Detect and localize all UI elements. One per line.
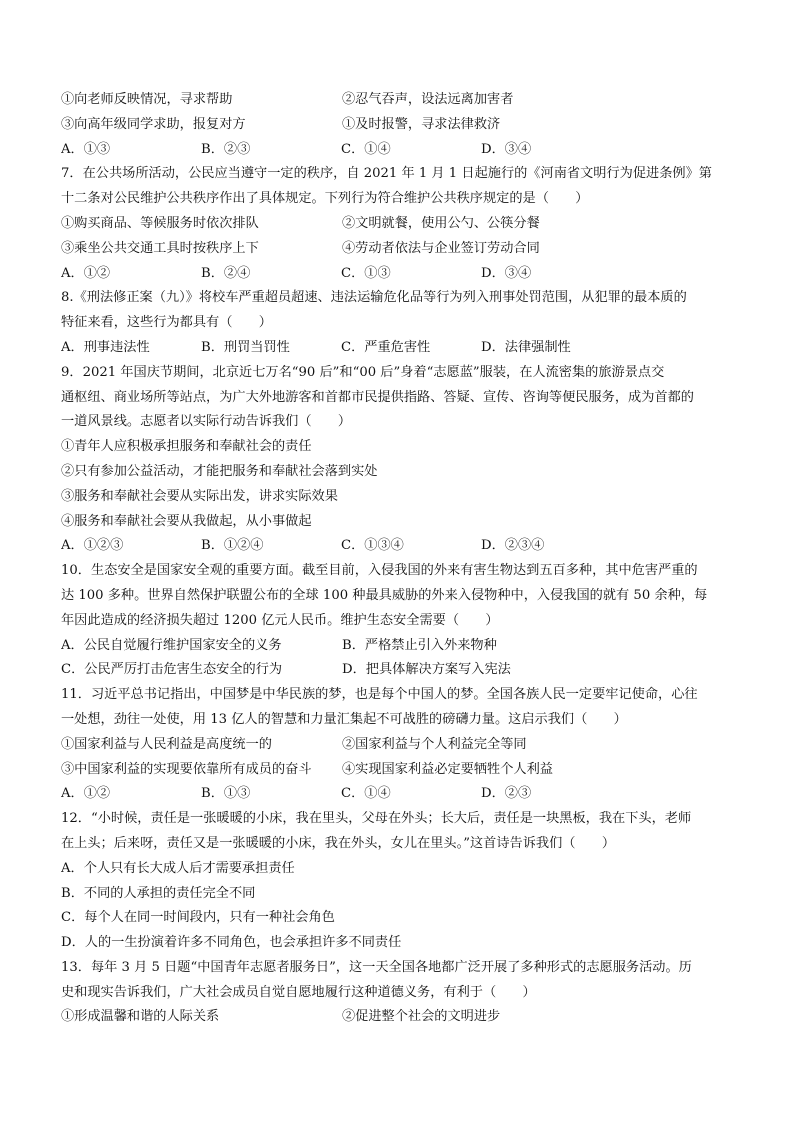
q8-options bbox=[61, 336, 733, 361]
q11-item-1: ①国家利益与人民利益是高度统一的 bbox=[61, 736, 272, 752]
q7-items-row-1 bbox=[61, 212, 733, 237]
q7-item-2: ②文明就餐，使用公勺、公筷分餐 bbox=[342, 215, 540, 231]
q8-option-c: C．严重危害性 bbox=[341, 339, 431, 355]
q7-item-3: ③乘坐公共交通工具时按秩序上下 bbox=[61, 240, 259, 256]
q7-option-b: B．②④ bbox=[201, 265, 251, 281]
q10-stem-line-2: 达 100 多种。世界自然保护联盟公布的全球 100 种最具威胁的外来入侵物种中，入侵我国的就有 50 余种，每 bbox=[61, 587, 708, 603]
q9-stem-line-1: 9．2021 年国庆节期间，北京近七万名“90 后”和“00 后”身着“志愿蓝”服装，在人流密集的旅游景点交 bbox=[61, 364, 665, 380]
q6-items-row-2 bbox=[61, 113, 733, 138]
q9-option-c: C．①③④ bbox=[341, 538, 404, 554]
q7-item-1: ①购买商品、等候服务时依次排队 bbox=[61, 215, 259, 231]
q9-item-1: ①青年人应积极承担服务和奉献社会的责任 bbox=[61, 439, 312, 455]
q13-stem-line-2: 史和现实告诉我们，广大社会成员自觉自愿地履行这种道德义务，有利于（ ） bbox=[61, 984, 536, 1000]
q6-option-d: D．③④ bbox=[481, 141, 532, 157]
q6-item-2: ②忍气吞声，设法远离加害者 bbox=[342, 92, 514, 107]
q9-options bbox=[61, 534, 733, 559]
q6-item-1: ①向老师反映情况，寻求帮助 bbox=[61, 92, 233, 107]
q12-stem-line-2: 在上头；后来呀，责任又是一张暖暖的小床，我在外头，女儿在里头。”这首诗告诉我们（ ） bbox=[61, 835, 616, 851]
q11-item-3: ③中国家利益的实现要依靠所有成员的奋斗 bbox=[61, 761, 312, 777]
q9-stem-line-2: 通枢纽、商业场所等站点，为广大外地游客和首都市民提供指路、答疑、宣传、咨询等便民服务，成为首都的 bbox=[61, 389, 694, 405]
q7-options bbox=[61, 262, 733, 287]
q9-stem-line-3: 一道风景线。志愿者以实际行动告诉我们（ ） bbox=[61, 414, 352, 430]
q9-option-d: D．②③④ bbox=[481, 538, 545, 554]
q7-stem-line-2: 十二条对公民维护公共秩序作出了具体规定。下列行为符合维护公共秩序规定的是（ ） bbox=[61, 191, 589, 207]
q11-options bbox=[61, 782, 733, 807]
q13-items-row-1 bbox=[61, 1005, 733, 1030]
q6-option-c: C．①④ bbox=[341, 141, 391, 157]
q12-option-d: D．人的一生扮演着许多不同角色，也会承担许多不同责任 bbox=[61, 935, 402, 951]
q7-option-c: C．①③ bbox=[341, 265, 391, 281]
q9-item-2: ②只有参加公益活动，才能把服务和奉献社会落到实处 bbox=[61, 463, 378, 479]
exam-page bbox=[61, 88, 733, 1030]
q10-stem-line-1: 10．生态安全是国家安全观的重要方面。截至目前，入侵我国的外来有害生物达到五百多种，其中危害严重的 bbox=[61, 563, 698, 579]
q11-option-a: A．①② bbox=[61, 786, 111, 802]
q6-option-b: B．②③ bbox=[201, 141, 251, 157]
q8-option-b: B．刑罚当罚性 bbox=[201, 339, 290, 355]
q8-stem-line-2: 特征来看，这些行为都具有（ ） bbox=[61, 315, 272, 331]
q10-option-a: A．公民自觉履行维护国家安全的义务 bbox=[61, 637, 282, 653]
q12-option-c: C．每个人在同一时间段内，只有一种社会角色 bbox=[61, 910, 335, 926]
q12-option-b: B．不同的人承担的责任完全不同 bbox=[61, 885, 256, 901]
q8-option-a: A．刑事违法性 bbox=[61, 339, 150, 355]
q10-option-d: D．把具体解决方案写入宪法 bbox=[342, 662, 511, 678]
q8-stem-line-1: 8.《刑法修正案（九）》将校车严重超员超速、违法运输危化品等行为列入刑事处罚范围，从犯罪的最本质的 bbox=[61, 290, 687, 306]
q11-stem-line-2: 一处想，劲往一处使，用 13 亿人的智慧和力量汇集起不可战胜的磅礴力量。这启示我们（ ） bbox=[61, 711, 627, 727]
q10-option-c: C．公民严厉打击危害生态安全的行为 bbox=[61, 662, 283, 678]
q10-stem-line-3: 年因此造成的经济损失超过 1200 亿元人民币。维护生态安全需要（ ） bbox=[61, 612, 499, 628]
q13-stem-line-1: 13．每年 3 月 5 日题“中国青年志愿者服务日”，这一天全国各地都广泛开展了多种形式的志愿服务活动。历 bbox=[61, 959, 692, 975]
q8-option-d: D．法律强制性 bbox=[481, 339, 571, 355]
q7-item-4: ④劳动者依法与企业签订劳动合同 bbox=[342, 240, 540, 256]
q9-option-a: A．①②③ bbox=[61, 538, 124, 554]
q9-item-3: ③服务和奉献社会要从实际出发，讲求实际效果 bbox=[61, 488, 338, 504]
q10-option-b: B．严格禁止引入外来物种 bbox=[342, 637, 497, 653]
q6-options bbox=[61, 138, 733, 163]
q13-item-2: ②促进整个社会的文明进步 bbox=[342, 1009, 501, 1025]
q12-option-a: A．个人只有长大成人后才需要承担责任 bbox=[61, 860, 295, 876]
q12-stem-line-1: 12．“小时候，责任是一张暖暖的小床，我在里头，父母在外头；长大后，责任是一块黑板，我在下头，老师 bbox=[61, 811, 692, 827]
q6-item-4: ①及时报警，寻求法律救济 bbox=[342, 116, 501, 132]
q6-item-3: ③向高年级同学求助，报复对方 bbox=[61, 116, 246, 132]
q11-stem-line-1: 11．习近平总书记指出，中国梦是中华民族的梦，也是每个中国人的梦。全国各族人民一定要牢记使命，心往 bbox=[61, 687, 698, 703]
q6-items-row-1 bbox=[61, 88, 733, 113]
q7-option-a: A．①② bbox=[61, 265, 111, 281]
q9-item-4: ④服务和奉献社会要从我做起，从小事做起 bbox=[61, 513, 312, 529]
q7-items-row-2 bbox=[61, 237, 733, 262]
q6-option-a: A．①③ bbox=[61, 141, 111, 157]
q11-option-b: B．①③ bbox=[201, 786, 251, 802]
q11-items-row-2 bbox=[61, 758, 733, 783]
q11-option-d: D．②③ bbox=[481, 786, 532, 802]
q11-item-4: ④实现国家利益必定要牺牲个人利益 bbox=[342, 761, 553, 777]
q11-items-row-1 bbox=[61, 733, 733, 758]
q7-stem-line-1: 7．在公共场所活动，公民应当遵守一定的秩序，自 2021 年 1 月 1 日起施行的《河南省文明行为促进条例》第 bbox=[61, 166, 712, 182]
q9-option-b: B．①②④ bbox=[201, 538, 264, 554]
q10-options-row-2 bbox=[61, 658, 733, 683]
q7-option-d: D．③④ bbox=[481, 265, 532, 281]
q11-option-c: C．①④ bbox=[341, 786, 391, 802]
q13-item-1: ①形成温馨和谐的人际关系 bbox=[61, 1009, 220, 1025]
q10-options-row-1 bbox=[61, 634, 733, 659]
q11-item-2: ②国家利益与个人利益完全等同 bbox=[342, 736, 527, 752]
